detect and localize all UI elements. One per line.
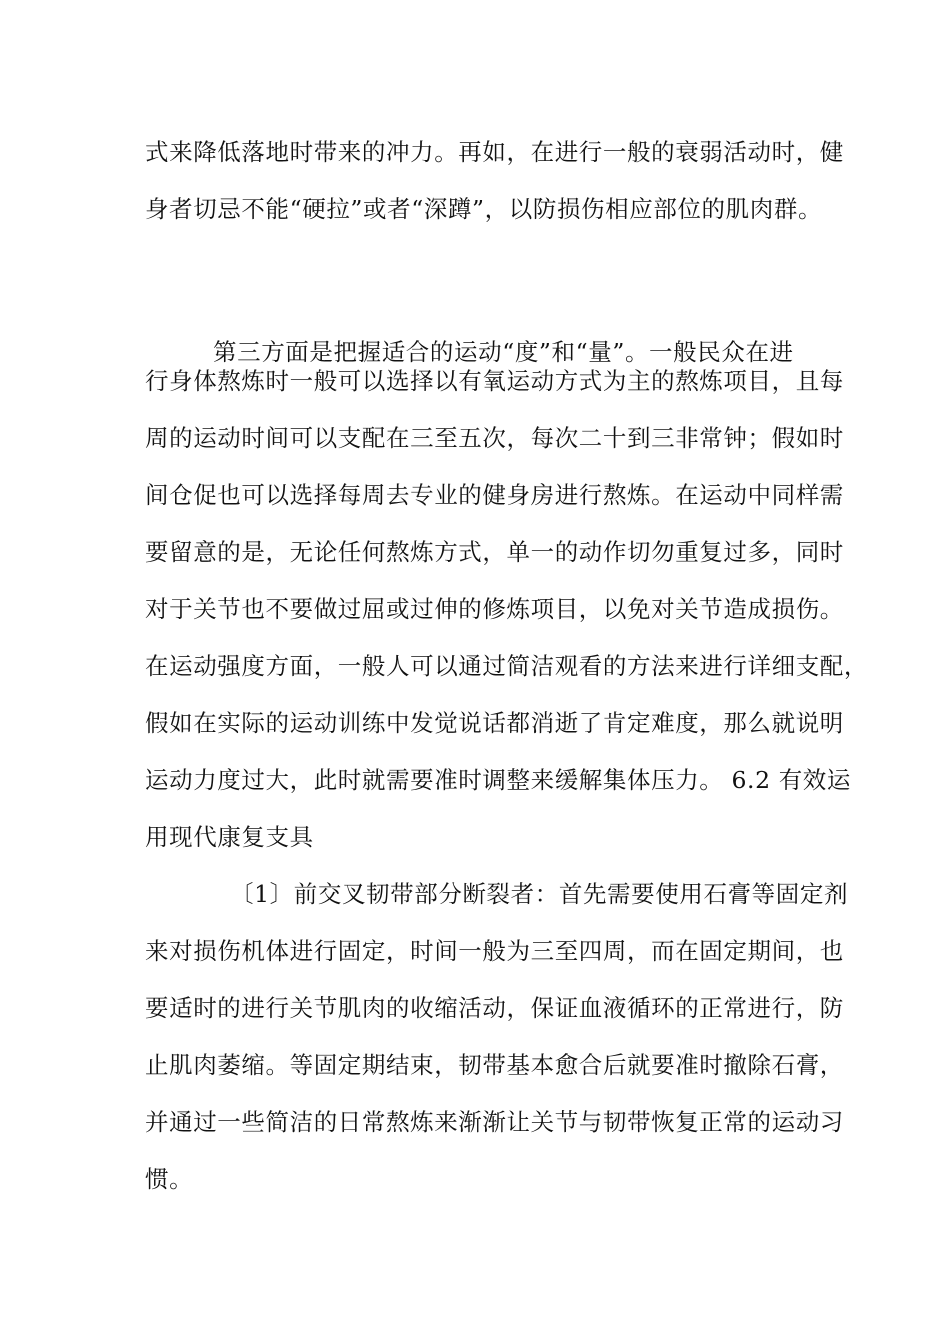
text-line: 要留意的是，无论任何熬炼方式，单一的动作切勿重复过多，同时 bbox=[145, 538, 844, 566]
text-line: 周的运动时间可以支配在三至五次，每次二十到三非常钟；假如时 bbox=[145, 424, 844, 452]
text-line: 惯。 bbox=[145, 1165, 194, 1193]
text-line: 行身体熬炼时一般可以选择以有氧运动方式为主的熬炼项目，且每 bbox=[145, 367, 844, 395]
text-line: 并通过一些简洁的日常熬炼来渐渐让关节与韧带恢复正常的运动习 bbox=[145, 1108, 844, 1136]
text-line: 运动力度过大，此时就需要准时调整来缓解集体压力。 6.2 有效运 bbox=[145, 766, 852, 794]
text-line: 式来降低落地时带来的冲力。再如，在进行一般的衰弱活动时，健 bbox=[145, 138, 844, 166]
text-line: 在运动强度方面，一般人可以通过简洁观看的方法来进行详细支配， bbox=[145, 652, 868, 680]
text-line: 间仓促也可以选择每周去专业的健身房进行熬炼。在运动中同样需 bbox=[145, 481, 844, 509]
text-line: 身者切忌不能“硬拉”或者“深蹲”，以防损伤相应部位的肌肉群。 bbox=[145, 195, 823, 223]
text-line: 第三方面是把握适合的运动“度”和“量”。一般民众在进 bbox=[213, 338, 794, 366]
text-line: 〔1〕前交叉韧带部分断裂者：首先需要使用石膏等固定剂 bbox=[230, 880, 849, 908]
text-line: 对于关节也不要做过屈或过伸的修炼项目，以免对关节造成损伤。 bbox=[145, 595, 844, 623]
text-line: 来对损伤机体进行固定，时间一般为三至四周，而在固定期间，也 bbox=[145, 937, 844, 965]
text-line: 假如在实际的运动训练中发觉说话都消逝了肯定难度，那么就说明 bbox=[145, 709, 844, 737]
text-line: 用现代康复支具 bbox=[145, 823, 314, 851]
text-line: 要适时的进行关节肌肉的收缩活动，保证血液循环的正常进行，防 bbox=[145, 994, 844, 1022]
text-line: 止肌肉萎缩。等固定期结束，韧带基本愈合后就要准时撤除石膏， bbox=[145, 1051, 844, 1079]
